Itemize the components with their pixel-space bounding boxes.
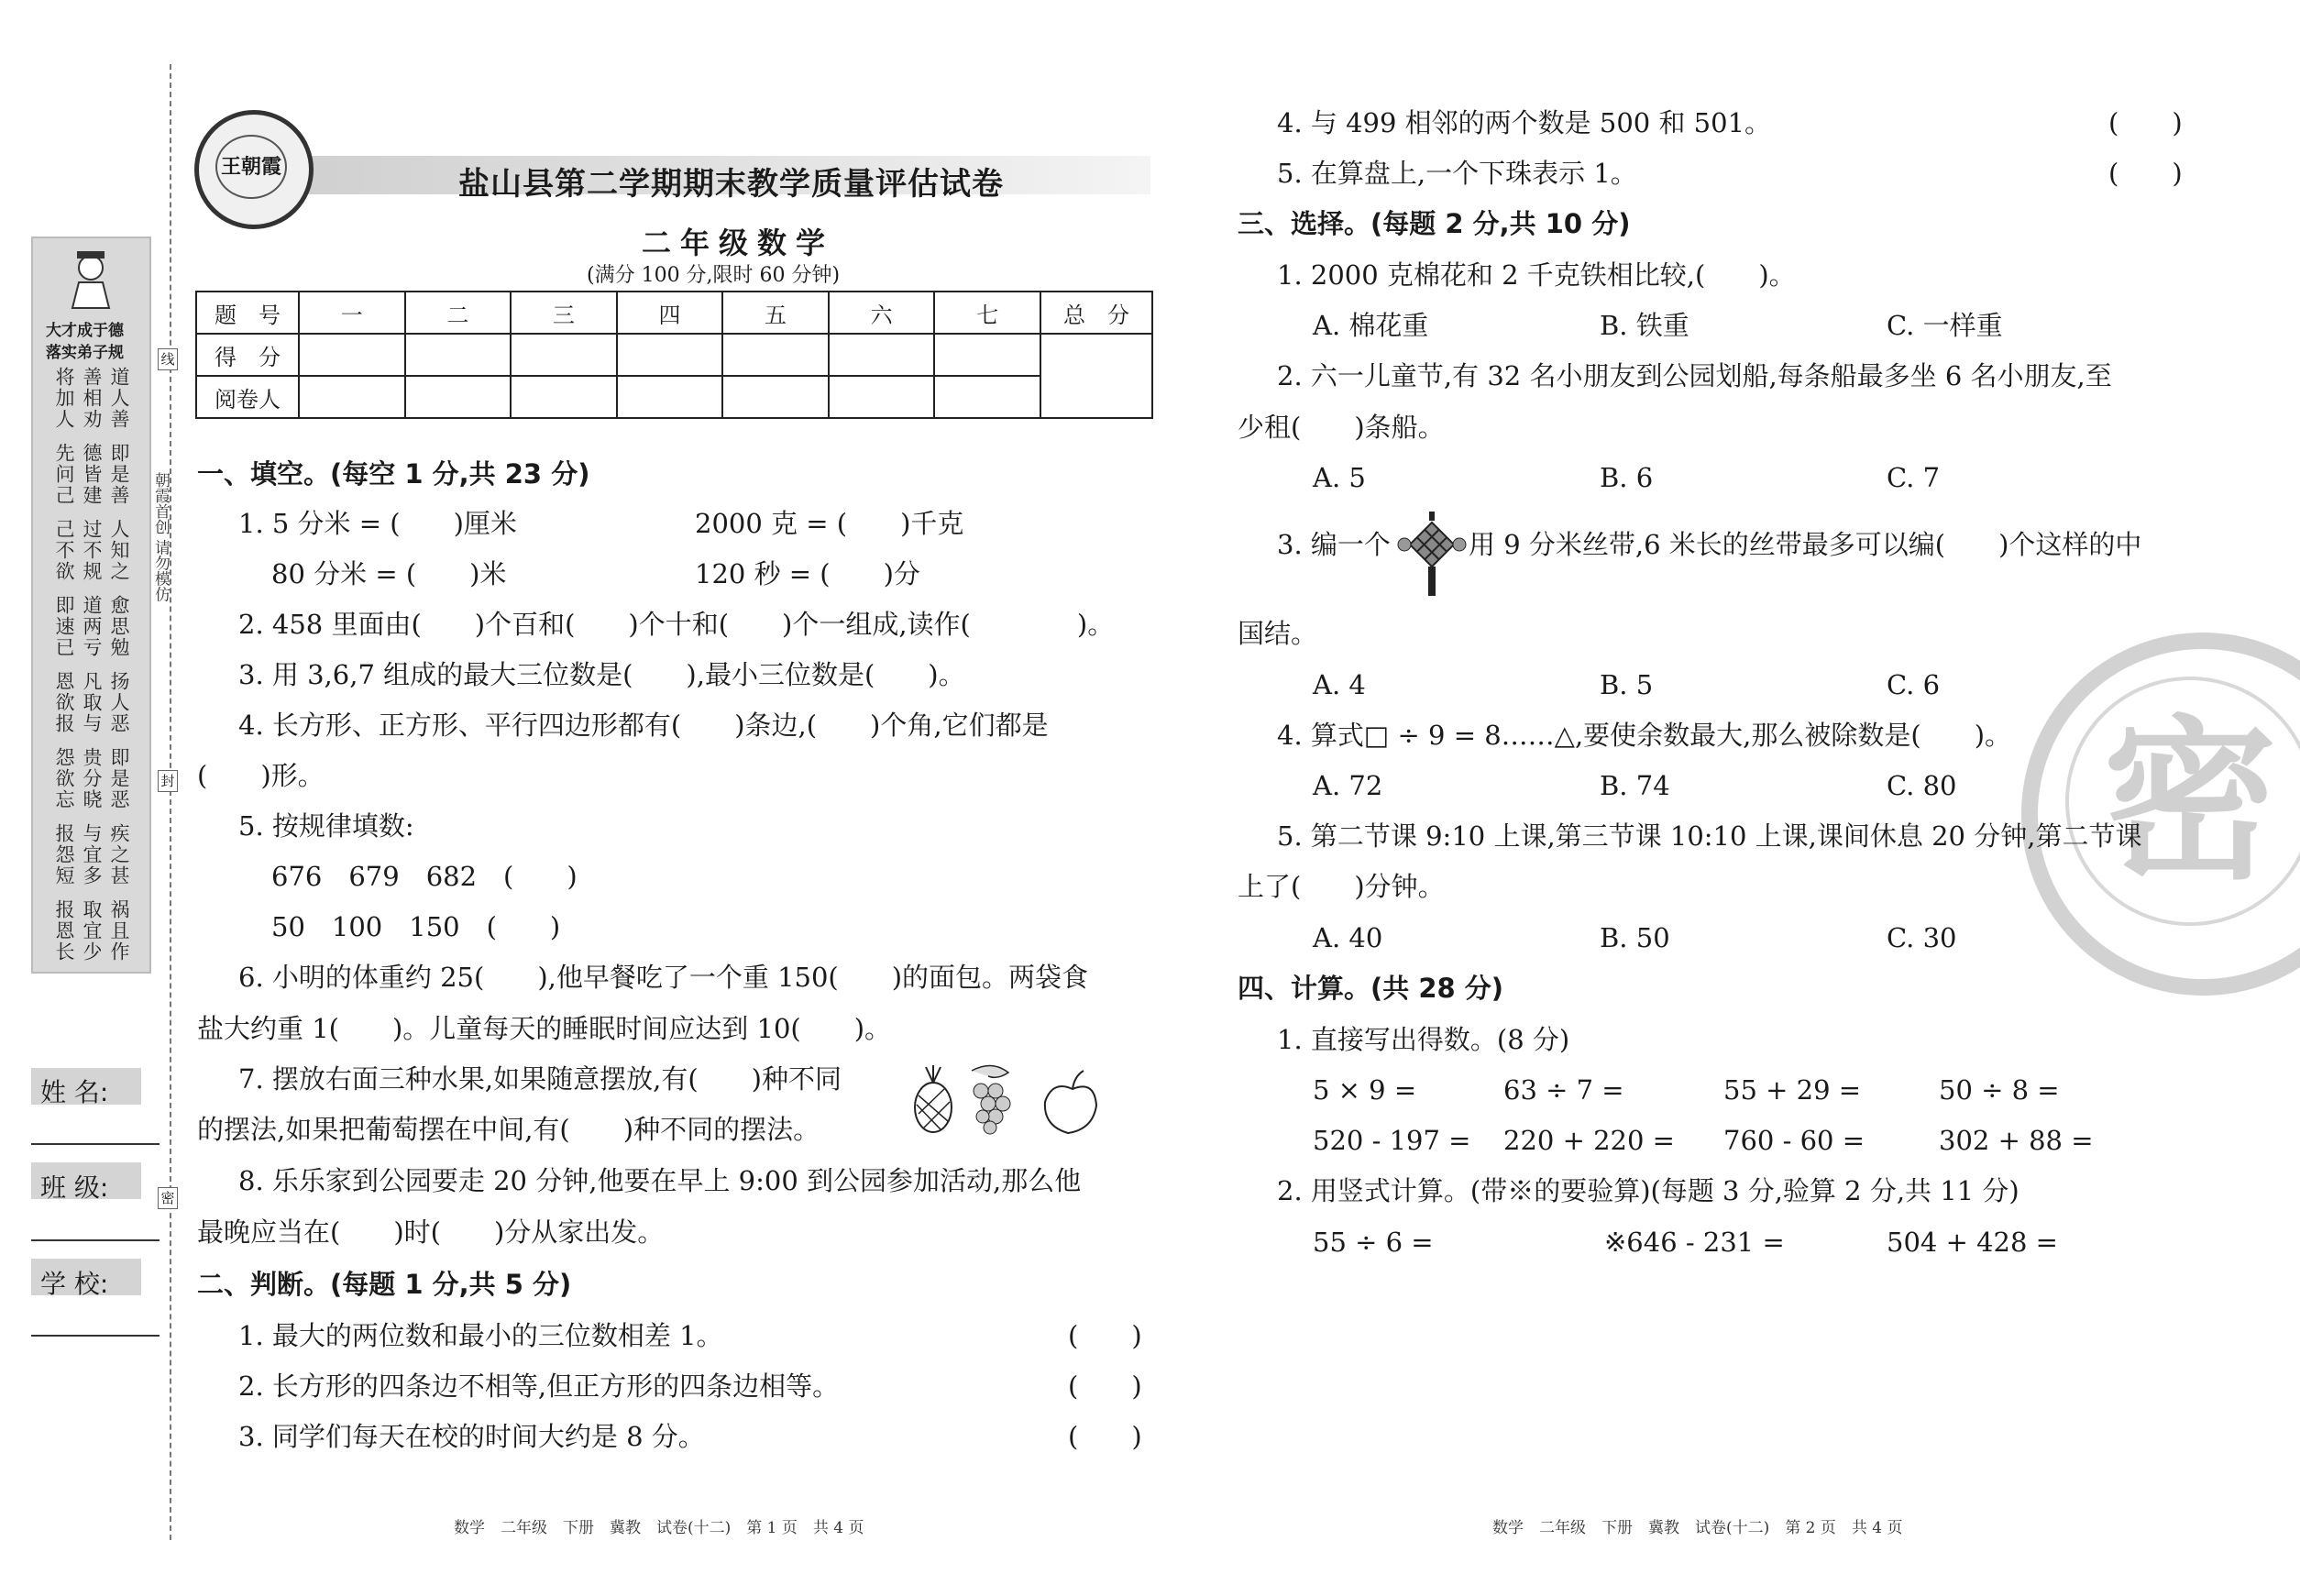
score-cell[interactable] xyxy=(617,334,723,376)
motto-column: 己不欲 xyxy=(53,519,75,582)
q4-line2: ( )形。 xyxy=(197,760,325,791)
calc-item: 760 - 60 = xyxy=(1723,1125,1865,1156)
binding-dash-line xyxy=(170,64,171,1540)
copyright-note: 朝霞首创 请勿模仿 xyxy=(151,472,170,602)
judge-1-answer[interactable]: ( ) xyxy=(1068,1320,1142,1351)
motto-top-2: 落实弟子规 xyxy=(46,344,124,362)
q8-line1: 8. 乐乐家到公园要走 20 分钟,他要在早上 9:00 到公园参加活动,那么他 xyxy=(238,1165,1082,1196)
motto-column: 即速已 xyxy=(53,595,75,658)
motto-column: 祸且作 xyxy=(108,899,130,963)
grapes-icon xyxy=(972,1065,1010,1134)
motto-column: 善相劝 xyxy=(81,367,103,430)
choice-5-option-a[interactable]: A. 40 xyxy=(1313,922,1383,953)
q5: 5. 按规律填数: xyxy=(238,810,414,842)
choice-2-line2: 少租( )条船。 xyxy=(1238,412,1445,443)
section-choice: 三、选择。(每题 2 分,共 10 分) xyxy=(1238,208,1631,239)
calc-item: 50 ÷ 8 = xyxy=(1939,1074,2060,1106)
choice-2-option-b[interactable]: B. 6 xyxy=(1600,462,1654,493)
grader-cell[interactable] xyxy=(934,376,1040,418)
judge-4: 4. 与 499 相邻的两个数是 500 和 501。 xyxy=(1277,107,1772,138)
q6-line2: 盐大约重 1( )。儿童每天的睡眠时间应达到 10( )。 xyxy=(197,1013,892,1044)
choice-3-option-b[interactable]: B. 5 xyxy=(1600,669,1654,700)
score-header-cell: 总 分 xyxy=(1040,292,1152,334)
motto-column: 凡取与 xyxy=(81,671,103,734)
calc-1-title: 1. 直接写出得数。(8 分) xyxy=(1277,1024,1570,1055)
grader-cell[interactable] xyxy=(405,376,512,418)
choice-3-rest: 用 9 分米丝带,6 米长的丝带最多可以编( )个这样的中 xyxy=(1469,529,2142,560)
exam-title: 盐山县第二学期期末教学质量评估试卷 xyxy=(458,166,1004,203)
chinese-knot-icon xyxy=(1395,512,1469,599)
motto-column: 疾之甚 xyxy=(108,823,130,886)
q7-line2: 的摆法,如果把葡萄摆在中间,有( )种不同的摆法。 xyxy=(197,1114,820,1145)
pineapple-icon xyxy=(915,1065,952,1132)
score-cell[interactable] xyxy=(405,334,512,376)
calc-item: 220 + 220 = xyxy=(1503,1125,1675,1156)
choice-4: 4. 算式□ ÷ 9 = 8……△,要使余数最大,那么被除数是( )。 xyxy=(1277,720,2012,751)
q1-c: 80 分米 = ( )米 xyxy=(271,558,507,589)
q1-b: 2000 克 = ( )千克 xyxy=(695,508,964,539)
judge-2-answer[interactable]: ( ) xyxy=(1068,1370,1142,1402)
score-header-cell: 四 xyxy=(617,292,723,334)
score-header-cell: 三 xyxy=(511,292,617,334)
choice-4-option-a[interactable]: A. 72 xyxy=(1313,770,1383,801)
total-score-cell[interactable] xyxy=(1040,334,1152,418)
choice-5-option-c[interactable]: C. 30 xyxy=(1887,922,1957,953)
footer-page-1: 数学 二年级 下册 冀教 试卷(十二) 第 1 页 共 4 页 xyxy=(454,1519,864,1537)
choice-5-line2: 上了( )分钟。 xyxy=(1238,871,1445,902)
choice-3-line2: 国结。 xyxy=(1238,618,1318,649)
judge-5-answer[interactable]: ( ) xyxy=(2108,158,2183,189)
score-cell[interactable] xyxy=(722,334,829,376)
motto-column: 取宜少 xyxy=(81,899,103,963)
judge-3-answer[interactable]: ( ) xyxy=(1068,1421,1142,1452)
score-header-cell: 题 号 xyxy=(196,292,299,334)
grader-cell[interactable] xyxy=(617,376,723,418)
motto-column: 即是恶 xyxy=(108,747,130,810)
score-header-cell: 六 xyxy=(829,292,935,334)
score-table xyxy=(195,291,1153,419)
choice-3-option-a[interactable]: A. 4 xyxy=(1313,669,1366,700)
calc-item: 63 ÷ 7 = xyxy=(1503,1074,1624,1106)
choice-3-lead: 3. 编一个 xyxy=(1277,529,1391,560)
scholar-icon xyxy=(59,248,123,312)
calc-item: 55 + 29 = xyxy=(1723,1074,1862,1106)
q4-line1: 4. 长方形、正方形、平行四边形都有( )条边,( )个角,它们都是 xyxy=(238,710,1049,741)
motto-column: 怨欲忘 xyxy=(53,747,75,810)
motto-column: 贵分晓 xyxy=(81,747,103,810)
name-label: 姓 名: xyxy=(40,1077,109,1107)
choice-4-option-c[interactable]: C. 80 xyxy=(1887,770,1957,801)
judge-2: 2. 长方形的四条边不相等,但正方形的四条边相等。 xyxy=(238,1370,840,1402)
class-label: 班 级: xyxy=(40,1172,109,1203)
motto-top-1: 大才成于德 xyxy=(46,322,124,340)
q5-seq-a: 676 679 682 ( ) xyxy=(271,861,578,892)
score-row-label: 得 分 xyxy=(196,334,299,376)
motto-column: 道人善 xyxy=(108,367,130,430)
section-fill-blank: 一、填空。(每空 1 分,共 23 分) xyxy=(197,458,590,490)
grader-row xyxy=(196,376,1152,418)
q2: 2. 458 里面由( )个百和( )个十和( )个一组成,读作( )。 xyxy=(238,609,1115,640)
seal-mark-secret: 密 xyxy=(158,1187,178,1209)
judge-4-answer[interactable]: ( ) xyxy=(2108,107,2183,138)
motto-column: 与宜多 xyxy=(81,823,103,886)
grader-cell[interactable] xyxy=(299,376,405,418)
score-header-cell: 七 xyxy=(934,292,1040,334)
score-cell[interactable] xyxy=(934,334,1040,376)
score-note: (满分 100 分,限时 60 分钟) xyxy=(587,264,841,287)
q3: 3. 用 3,6,7 组成的最大三位数是( ),最小三位数是( )。 xyxy=(238,659,965,690)
stamp-char: 密 xyxy=(2065,677,2300,926)
motto-column: 德皆建 xyxy=(81,443,103,506)
section-calc: 四、计算。(共 28 分) xyxy=(1238,973,1504,1004)
grader-cell[interactable] xyxy=(511,376,617,418)
choice-2-option-a[interactable]: A. 5 xyxy=(1313,462,1366,493)
class-field[interactable] xyxy=(31,1239,160,1241)
grader-cell[interactable] xyxy=(829,376,935,418)
choice-4-option-b[interactable]: B. 74 xyxy=(1600,770,1670,801)
score-header-cell: 二 xyxy=(405,292,512,334)
grader-row-label: 阅卷人 xyxy=(196,376,299,418)
vertical-calc-item: 55 ÷ 6 = xyxy=(1313,1227,1434,1258)
motto-column: 扬人恶 xyxy=(108,671,130,734)
calc-item: 302 + 88 = xyxy=(1939,1125,2094,1156)
section-judge: 二、判断。(每题 1 分,共 5 分) xyxy=(197,1269,572,1300)
motto-column: 报恩长 xyxy=(53,899,75,963)
motto-column: 过不规 xyxy=(81,519,103,582)
judge-5: 5. 在算盘上,一个下珠表示 1。 xyxy=(1277,158,1637,189)
score-header-cell: 一 xyxy=(299,292,405,334)
q6-line1: 6. 小明的体重约 25( ),他早餐吃了一个重 150( )的面包。两袋食 xyxy=(238,962,1089,993)
q8-line2: 最晚应当在( )时( )分从家出发。 xyxy=(197,1216,665,1248)
calc-item: 520 - 197 = xyxy=(1313,1125,1471,1156)
calc-item: 5 × 9 = xyxy=(1313,1074,1417,1106)
vertical-calc-item: 504 + 428 = xyxy=(1887,1227,2058,1258)
motto-column: 恩欲报 xyxy=(53,671,75,734)
q7-line1: 7. 摆放右面三种水果,如果随意摆放,有( )种不同 xyxy=(238,1063,842,1095)
choice-1: 1. 2000 克棉花和 2 千克铁相比较,( )。 xyxy=(1277,259,1796,291)
apple-icon xyxy=(1045,1071,1096,1133)
choice-5-line1: 5. 第二节课 9:10 上课,第三节课 10:10 上课,课间休息 20 分钟,第二节课 xyxy=(1277,820,2142,852)
footer-page-2: 数学 二年级 下册 冀教 试卷(十二) 第 2 页 共 4 页 xyxy=(1492,1519,1903,1537)
logo-text: 王朝霞 xyxy=(215,135,287,199)
motto-column: 人知之 xyxy=(108,519,130,582)
school-field[interactable] xyxy=(31,1335,160,1337)
seal-mark-seal: 封 xyxy=(158,770,178,792)
choice-1-option-a[interactable]: A. 棉花重 xyxy=(1313,310,1429,341)
judge-1: 1. 最大的两位数和最小的三位数相差 1。 xyxy=(238,1320,723,1351)
q5-seq-b: 50 100 150 ( ) xyxy=(271,911,561,942)
subject-title: 二年级数学 xyxy=(642,226,835,260)
calc-2-title: 2. 用竖式计算。(带※的要验算)(每题 3 分,验算 2 分,共 11 分) xyxy=(1277,1175,2019,1206)
motto-column: 报怨短 xyxy=(53,823,75,886)
motto-column: 愈思勉 xyxy=(108,595,130,658)
choice-1-option-c[interactable]: C. 一样重 xyxy=(1887,310,2003,341)
seal-mark-line: 线 xyxy=(158,348,178,370)
choice-3-option-c[interactable]: C. 6 xyxy=(1887,669,1941,700)
motto-column: 将加人 xyxy=(53,367,75,430)
choice-1-option-b[interactable]: B. 铁重 xyxy=(1600,310,1689,341)
choice-5-option-b[interactable]: B. 50 xyxy=(1600,922,1670,953)
brand-logo xyxy=(194,110,314,229)
motto-column: 先问己 xyxy=(53,443,75,506)
choice-2-line1: 2. 六一儿童节,有 32 名小朋友到公园划船,每条船最多坐 6 名小朋友,至 xyxy=(1277,360,2112,391)
name-field[interactable] xyxy=(31,1143,160,1145)
score-cell[interactable] xyxy=(511,334,617,376)
score-header-cell: 五 xyxy=(722,292,829,334)
secret-stamp xyxy=(2021,633,2300,996)
score-row xyxy=(196,334,1152,376)
judge-3: 3. 同学们每天在校的时间大约是 8 分。 xyxy=(238,1421,705,1452)
q1-a: 1. 5 分米 = ( )厘米 xyxy=(238,508,517,539)
score-cell[interactable] xyxy=(299,334,405,376)
choice-2-option-c[interactable]: C. 7 xyxy=(1887,462,1941,493)
score-table-header xyxy=(196,292,1152,334)
motto-column: 即是善 xyxy=(108,443,130,506)
school-label: 学 校: xyxy=(40,1269,109,1299)
grader-cell[interactable] xyxy=(722,376,829,418)
motto-column: 道两亏 xyxy=(81,595,103,658)
fruit-illustration xyxy=(908,1063,1109,1137)
q1-d: 120 秒 = ( )分 xyxy=(695,558,920,589)
score-cell[interactable] xyxy=(829,334,935,376)
vertical-calc-item: ※646 - 231 = xyxy=(1604,1227,1785,1258)
